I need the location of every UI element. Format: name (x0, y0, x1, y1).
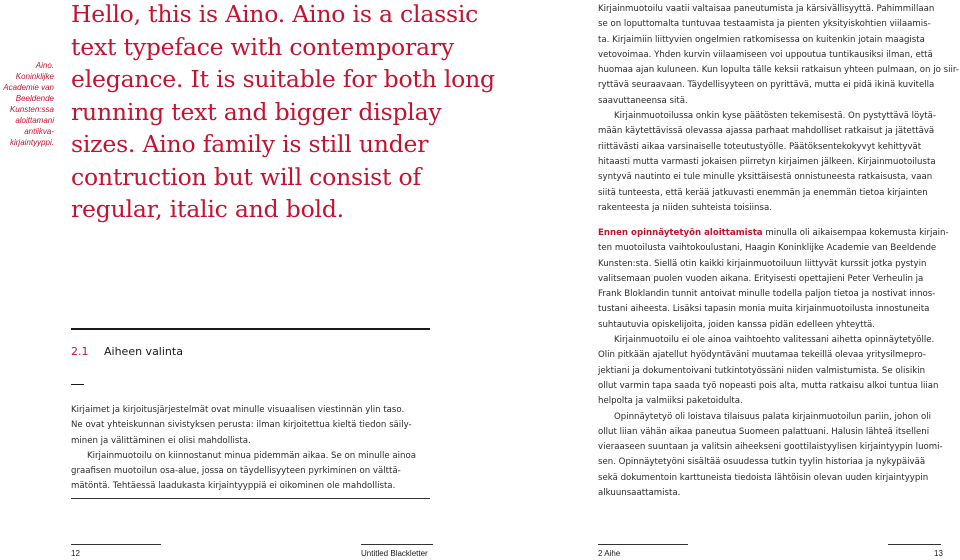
body-line: ryttävä seuraavaan. Täydellisyyteen on pyrittävä, mutta ei pidä ikinä kuvitella (598, 80, 935, 91)
footer-rule-left (598, 544, 688, 545)
body-line: Kirjaimet ja kirjoitusjärjestelmät ovat minulle visuaalisen viestinnän ylin taso. (71, 405, 405, 415)
body-line: Kirjainmuotoilu ei ole ainoa vaihtoehto valitessani aihetta opinnäytetyölle. (614, 335, 935, 346)
display-line: elegance. It is suitable for both long (71, 65, 495, 93)
bottom-rule (71, 498, 430, 499)
body-line: se on loputtomalta tuntuvaa testaamista ja pienten yksityiskohtien viilaamis- (598, 19, 931, 30)
body-text-right-top (598, 2, 959, 216)
section-rule (71, 328, 430, 330)
body-line: huomaa ajan kuluneen. Kun lopulta tälle keksii ratkaisun yhteen pulmaan, on jo siir- (598, 65, 959, 76)
body-line: suhtautuvia opiskelijoita, joiden kanssa pidän edelleen yhteyttä. (598, 319, 875, 330)
body-line: alkuunsaattamista. (598, 488, 681, 499)
body-line: graafisen muotoilun osa-alue, jossa on täydellisyyteen pyrkiminen on välttä- (71, 466, 401, 477)
body-line: Kirjainmuotoilussa onkin kyse päätösten tekemisestä. On pystyttävä löytä- (614, 111, 937, 122)
sidenote-line: aloittamani (15, 116, 54, 125)
page-number: 12 (71, 549, 80, 558)
body-line: jektiani ja dokumentoivani tutkintotyössäni niiden valmistumista. Se olisikin (598, 365, 926, 376)
body-line: vetovoimaa. Yhden kurvin viilaamiseen voi uppoutua tuntikausiksi ilman, että (598, 49, 933, 60)
body-line: Ne ovat yhteiskunnan sivistyksen perusta: ilman kirjoitettua kieltä tiedon säily- (71, 420, 412, 431)
sidenote-line: Koninklijke (15, 72, 54, 81)
display-line: running text and bigger display (71, 97, 442, 126)
body-line: ollut liian vähän aikaa paneutua Suomeen palattuani. Halusin lähteä itselleni (598, 426, 930, 437)
running-head: 2 Aihe (598, 549, 621, 558)
footer-rule-right (361, 544, 433, 545)
body-line: saavuttaneensa sitä. (598, 95, 688, 106)
display-line: sizes. Aino family is still under (71, 130, 429, 158)
body-line: Kunsten:sta. Siellä otin kaikki kirjainmuotoiluun liittyvät kurssit jotka pystyin (598, 258, 927, 269)
body-line: syntyvä nautinto ei tule minulle yksittäisestä onnistuneesta ratkaisusta, vaan (598, 172, 933, 183)
body-line: Opinnäytetyö oli loistava tilaisuus palata kirjainmuotoilun pariin, johon oli (614, 411, 932, 422)
right-page (480, 0, 960, 560)
body-line: tustani aiheesta. Lisäksi tapasin monia muita kirjainmuotoilusta innostuneita (598, 304, 930, 315)
body-line: ten muotoilusta vaihtokoulustani, Haagin Koninklijke Academie van Beeldende (598, 243, 937, 254)
sidenote-line: Kunsten:ssa (9, 105, 54, 114)
body-line: valitsemaan puolen vuoden aikana. Erityisesti opettajieni Peter Verheulin ja (598, 273, 924, 284)
footer-rule-left (71, 544, 161, 545)
body-line: sekä dokumentoin karttuneista tiedoista lähtöisin olevan uuden kirjaintyypin (598, 472, 929, 483)
sidenote-line: Aino. (35, 61, 54, 70)
body-line: minen ja välittäminen ei olisi mahdollista. (71, 435, 251, 446)
section-title: Aiheen valinta (104, 345, 183, 358)
body-line: Olin pitkään ajatellut hyödyntäväni muutamaa tekeillä olevaa yritysilmepro- (598, 350, 926, 361)
sidenote-line: Academie van (3, 83, 54, 92)
body-line: siitä tunteesta, että kerää jatkuvasti enemmän ja enemmän tietoa kirjainten (598, 187, 928, 198)
body-line: sen. Opinnäytetyöni sisältää osuudessa tutkin tyylin historiaa ja nykypäivää (598, 457, 926, 468)
footer-rule-right (888, 544, 941, 545)
display-line: Hello, this is Aino. Aino is a classic (71, 0, 479, 28)
body-line: riittävästi aikaa varsinaiselle toteutustyölle. Päätöksentekokyvyt kehittyvät (598, 141, 922, 152)
body-line: mätöntä. Tehtäessä laadukasta kirjaintyyppiä ei oikominen ole mahdollista. (71, 481, 396, 492)
body-line: vieraaseen suuntaan ja valitsin aiheekseni goottilaistyylisen kirjaintyypin luomi- (598, 442, 943, 453)
section-number: 2.1 (71, 345, 89, 358)
body-line: mään käytettävissä olevassa ajassa parhaat mahdolliset ratkaisut ja jätettävä (598, 126, 935, 137)
display-paragraph (71, 0, 495, 226)
body-line: Frank Bloklandin tunnit antoivat minulle todella paljon tietoa ja nostivat innos- (598, 289, 936, 300)
body-text-right-bottom (598, 226, 949, 501)
page-number: 13 (934, 549, 943, 558)
sidenote-line: kirjaintyyppi. (9, 138, 54, 147)
body-text-left (71, 403, 433, 495)
display-line: contruction but will consist of (71, 162, 421, 191)
sidenote (2, 60, 54, 148)
display-line: text typeface with contemporary (71, 32, 454, 61)
body-line: Ennen opinnäytetyön aloittamista minulla oli aikaisempaa kokemusta kirjain- (598, 228, 949, 238)
body-line: Kirjainmuotoilu on kiinnostanut minua pidemmän aikaa. Se on minulle ainoa (87, 450, 417, 461)
display-line: regular, italic and bold. (71, 195, 344, 223)
sidenote-line: Beeldende (15, 94, 54, 103)
body-line: Kirjainmuotoilu vaatii valtaisaa paneutumista ja kärsivällisyyttä. Pahimmillaan (598, 4, 935, 14)
body-line: ollut varmin tapa saada työ nopeasti pois alta, mutta ratkaisu alkoi tuntua liian (598, 380, 939, 391)
body-line: rakenteesta ja niiden suhteista toisiinsa. (598, 202, 772, 213)
body-line: helpolta ja valmiiksi paketoidulta. (598, 396, 743, 407)
section-dash (71, 384, 84, 385)
body-line: ta. Kirjaimiin liittyvien ongelmien ratkomisessa on kuitenkin jotain maagista (598, 34, 925, 45)
sidenote-line: antiikva- (24, 127, 54, 136)
body-line: hitaasti mutta varmasti jokaisen piirretyn kirjaimen jälkeen. Kirjainmuotoilusta (598, 156, 936, 167)
running-head: Untitled Blackletter (361, 549, 428, 558)
lead-in: Ennen opinnäytetyön aloittamista (598, 228, 763, 238)
